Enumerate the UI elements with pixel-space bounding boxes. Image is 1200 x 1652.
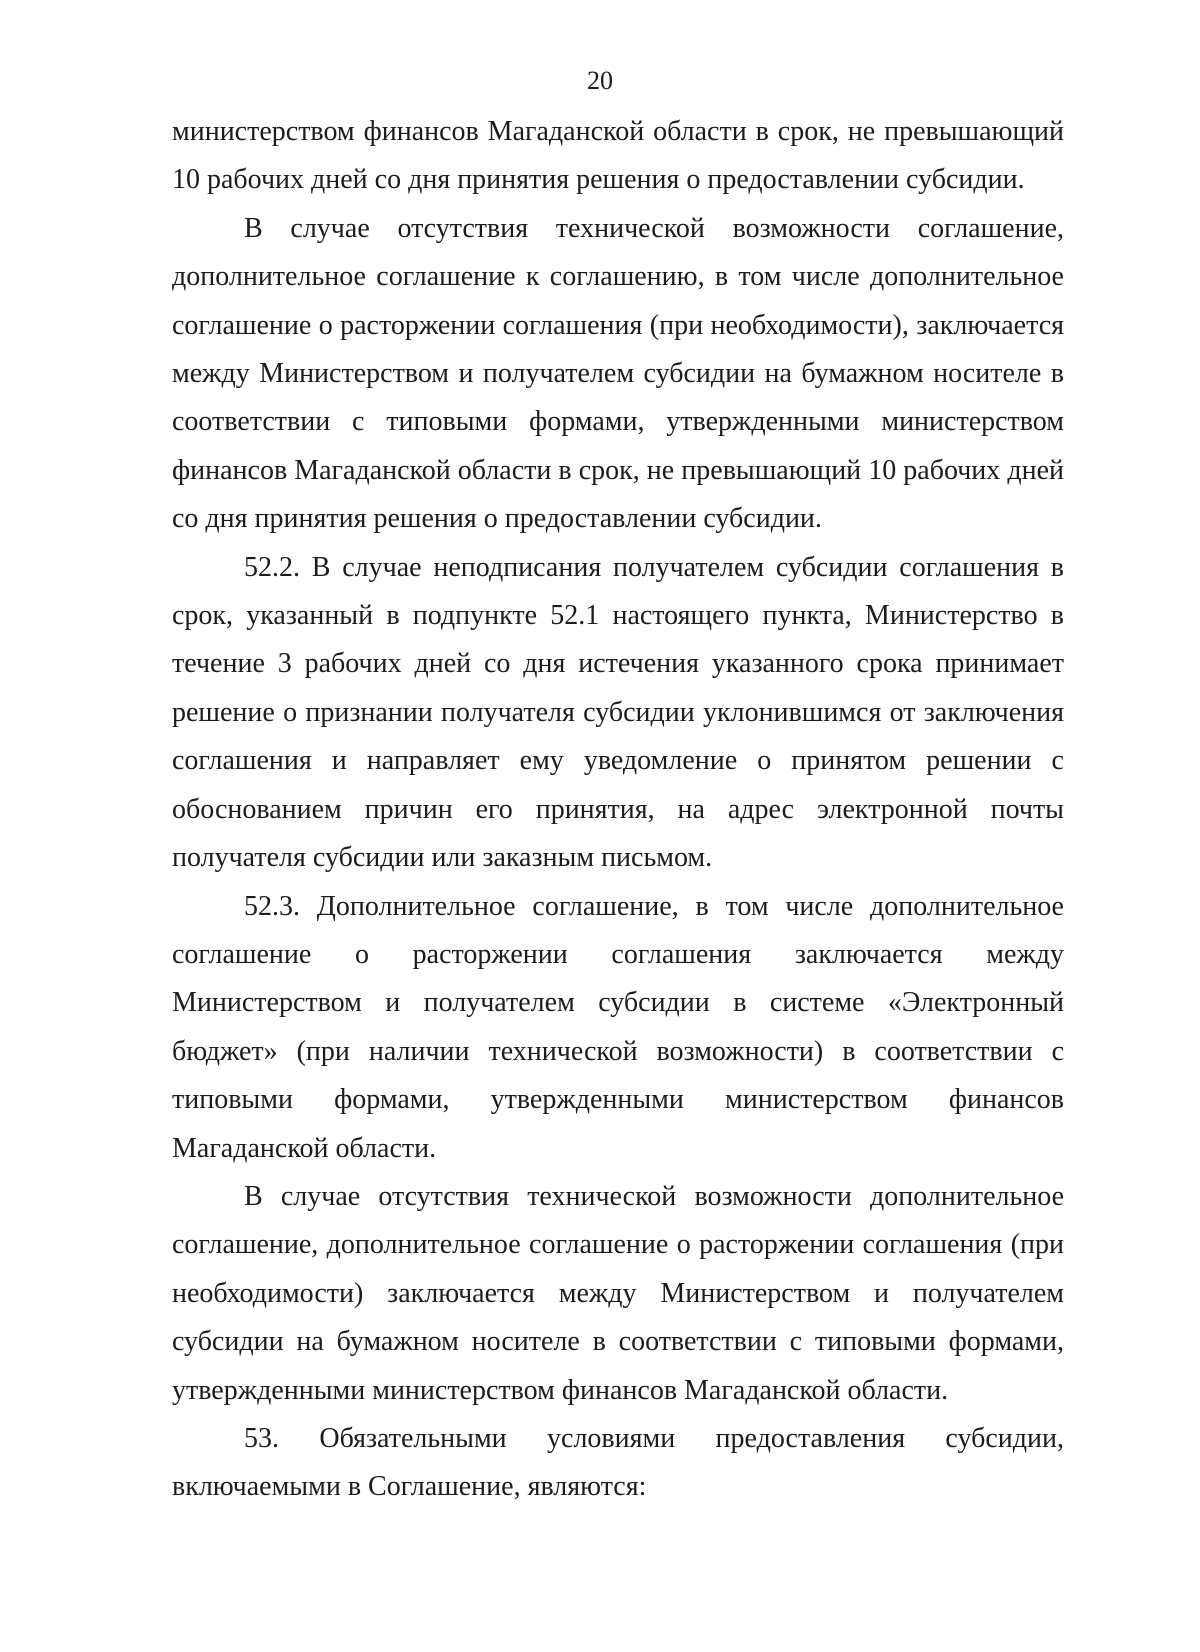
paragraph-additional-agreement-paper: В случае отсутствия технической возможности дополнительное соглашение, дополнительное соглашение о расторжении соглашения (при необходимости) заключается между Министерством и получателем субсидии на бумажном носителе в соответствии с типовыми формами, утвержденными министерством финансов Магаданской области. xyxy=(172,1180,1064,1406)
page-number: 20 xyxy=(587,66,613,95)
paragraph-53: 53. Обязательными условиями предоставления субсидии, включаемыми в Соглашение, являются: xyxy=(172,1422,1064,1503)
document-body xyxy=(172,108,1064,1512)
paragraph-continuation: министерством финансов Магаданской области в срок, не превышающий 10 рабочих дней со дня принятия решения о предоставлении субсидии. xyxy=(172,116,1064,196)
paragraph-52-2: 52.2. В случае неподписания получателем субсидии соглашения в срок, указанный в подпункте 52.1 настоящего пункта, Министерство в течение 3 рабочих дней со дня истечения указанного срока принимает решение о признании получателя субсидии уклонившимся от заключения соглашения и направляет ему уведомление о принятом решении с обоснованием причин его принятия, на адрес электронной почты получателя субсидии или заказным письмом. xyxy=(172,551,1064,874)
paragraph-no-technical-possibility: В случае отсутствия технической возможности соглашение, дополнительное соглашение к соглашению, в том числе дополнительное соглашение о расторжении соглашения (при необходимости), заключается между Министерством и получателем субсидии на бумажном носителе в соответствии с типовыми формами, утвержденными министерством финансов Магаданской области в срок, не превышающий 10 рабочих дней со дня принятия решения о предоставлении субсидии. xyxy=(172,212,1064,535)
paragraph-52-3: 52.3. Дополнительное соглашение, в том числе дополнительное соглашение о расторжении соглашения заключается между Министерством и получателем субсидии в системе «Электронный бюджет» (при наличии технической возможности) в соответствии с типовыми формами, утвержденными министерством финансов Магаданской области. xyxy=(172,890,1064,1164)
